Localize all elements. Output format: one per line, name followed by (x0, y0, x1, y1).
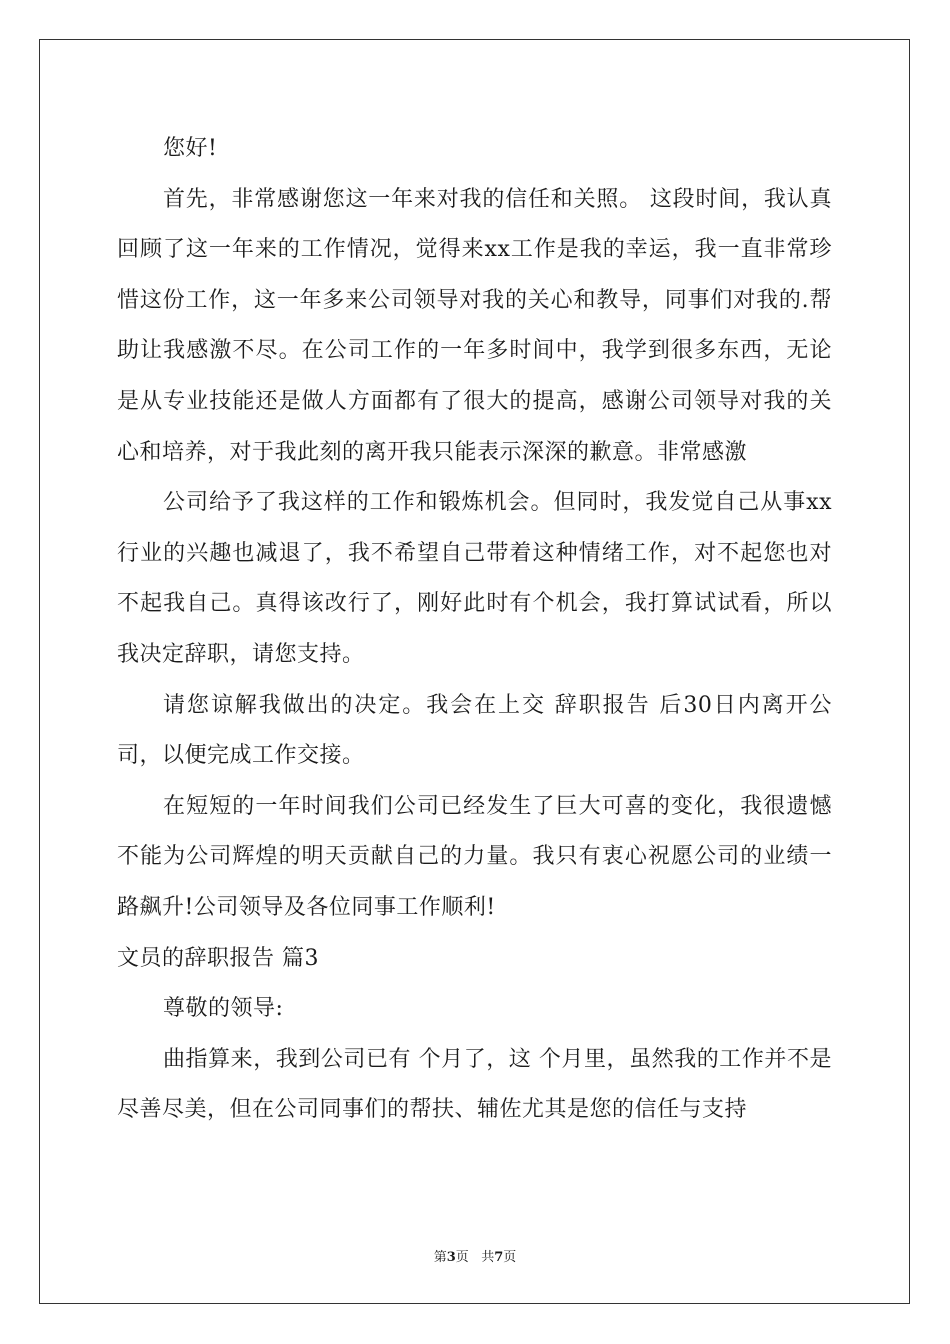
paragraph-notice: 请您谅解我做出的决定。我会在上交 辞职报告 后30日内离开公司，以便完成工作交接。 (117, 692, 832, 769)
paragraph-wishes: 在短短的一年时间我们公司已经发生了巨大可喜的变化，我很遗憾不能为公司辉煌的明天贡献自己的力量。我只有衷心祝愿公司的业绩一路飙升!公司领导及各位同事工作顺利! (117, 793, 832, 920)
footer-suffix: 页 (503, 1250, 517, 1265)
salutation: 尊敬的领导: (163, 996, 284, 1022)
greeting: 您好! (163, 136, 218, 161)
current-page-number: 3 (446, 1250, 456, 1265)
paragraph-gratitude: 首先，非常感谢您这一年来对我的信任和关照。 这段时间，我认真回顾了这一年来的工作情况，觉得来xx工作是我的幸运，我一直非常珍惜这份工作，这一年多来公司领导对我的关心和教导，同事们对我的.帮助让我感激不尽。在公司工作的一年多时间中，我学到很多东西，无论是从专业技能还是做人方面都有了很大的提高，感谢公司领导对我的关心和培养，对于我此刻的离开我只能表示深深的歉意。非常感激 (117, 186, 832, 465)
section-heading: 文员的辞职报告 篇3 (117, 945, 319, 971)
page-footer (0, 1246, 950, 1265)
document-body (117, 124, 832, 1136)
total-page-number: 7 (494, 1250, 504, 1265)
footer-middle: 页 共 (455, 1250, 495, 1265)
paragraph-reason: 公司给予了我这样的工作和锻炼机会。但同时，我发觉自己从事xx行业的兴趣也减退了，我不希望自己带着这种情绪工作，对不起您也对不起我自己。真得该改行了，刚好此时有个机会，我打算试试看，所以我决定辞职，请您支持。 (117, 490, 832, 667)
paragraph-opening: 曲指算来，我到公司已有 个月了，这 个月里，虽然我的工作并不是尽善尽美，但在公司同事们的帮扶、辅佐尤其是您的信任与支持 (117, 1046, 832, 1123)
footer-prefix: 第 (433, 1250, 447, 1265)
